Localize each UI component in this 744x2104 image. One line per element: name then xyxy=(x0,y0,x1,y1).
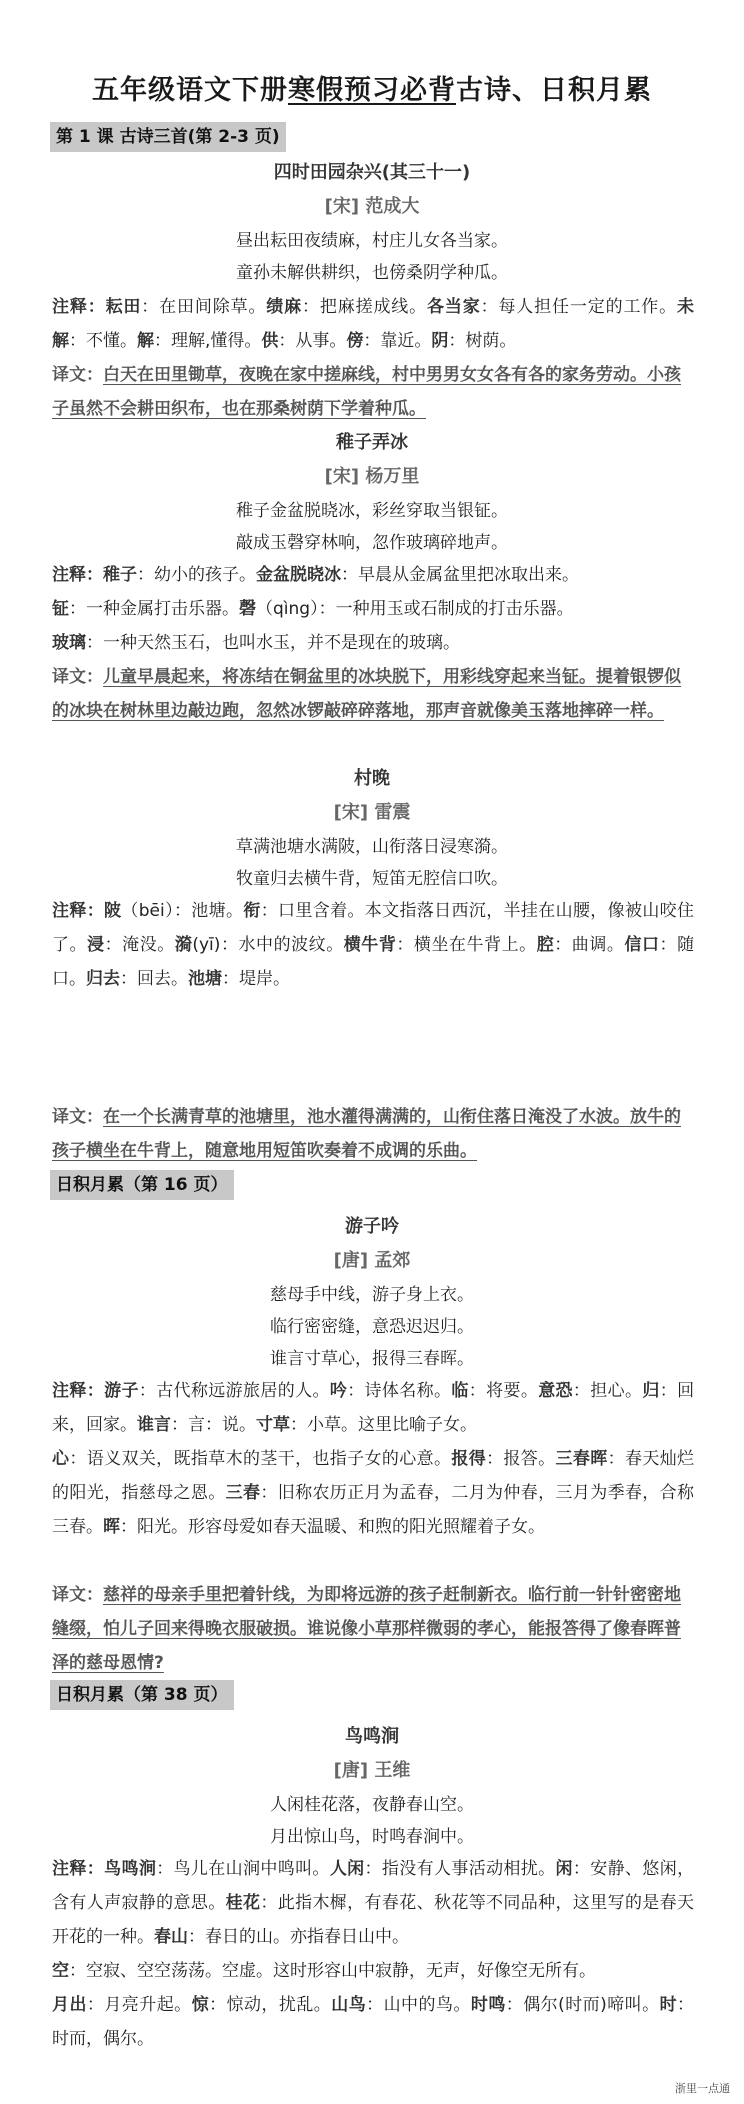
title-part-1: 五年级语文下册 xyxy=(92,75,288,106)
note-term: 玻璃 xyxy=(52,633,86,653)
note-term: 供 xyxy=(261,331,279,351)
note-term: 时 xyxy=(659,1995,678,2015)
note-term: 鸟鸣涧 xyxy=(104,1859,157,1879)
note-definition: ：指没有人事活动相扰。 xyxy=(364,1859,556,1879)
note-term: 吟 xyxy=(329,1381,348,1401)
poem-line: 稚子金盆脱晓冰，彩丝穿取当银钲。 xyxy=(236,501,508,521)
note-term: 三春晖 xyxy=(555,1449,608,1469)
notes-label: 注释： xyxy=(52,1859,105,1879)
note-definition: ：言：说。 xyxy=(171,1415,256,1435)
note-term: 月出 xyxy=(52,1995,87,2015)
poem-line: 谁言寸草心，报得三春晖。 xyxy=(270,1349,474,1369)
poem-line: 草满池塘水满陂，山衔落日浸寒漪。 xyxy=(236,837,508,857)
note-term: 意恐 xyxy=(538,1381,573,1401)
poem-title: 游子吟 xyxy=(345,1216,399,1237)
note-definition: ：报答。 xyxy=(486,1449,556,1469)
note-term: 陂 xyxy=(104,901,122,921)
translation-paragraph xyxy=(52,1578,694,1680)
poem-line: 牧童归去横牛背，短笛无腔信口吹。 xyxy=(236,869,508,889)
note-term: 山鸟 xyxy=(331,1995,367,2015)
poem-line: 昼出耘田夜绩麻，村庄儿女各当家。 xyxy=(236,231,508,251)
note-definition: ：在田间除草。 xyxy=(141,297,267,317)
note-term: 横牛背 xyxy=(343,935,397,955)
note-definition: ：回去。 xyxy=(120,969,188,989)
notes-label: 注释： xyxy=(52,297,106,317)
note-term: 游子 xyxy=(104,1381,139,1401)
translation-text: 在一个长满青草的池塘里，池水灌得满满的，山衔住落日淹没了水波。放牛的孩子横坐在牛背上，随意地用短笛吹奏着不成调的乐曲。 xyxy=(52,1107,681,1161)
note-definition: ：曲调。 xyxy=(554,935,625,955)
page-title xyxy=(0,68,744,107)
translation-paragraph xyxy=(52,1100,694,1168)
note-definition: ：一种金属打击乐器。 xyxy=(69,599,239,619)
note-term: 腔 xyxy=(536,935,555,955)
note-definition: ：每人担任一定的工作。 xyxy=(480,297,678,317)
footer-watermark: 浙里一点通 xyxy=(675,2082,730,2095)
poem-line: 敲成玉磬穿林响，忽作玻璃碎地声。 xyxy=(236,533,508,553)
note-term: 钲 xyxy=(52,599,69,619)
note-term: 归 xyxy=(642,1381,660,1401)
notes-label: 注释： xyxy=(52,1381,105,1401)
note-definition: ：随口。 xyxy=(52,935,695,989)
note-definition: ：把麻搓成线。 xyxy=(302,297,428,317)
poem-author: [唐] 王维 xyxy=(333,1760,411,1781)
poem-author: [宋] 雷震 xyxy=(333,802,411,823)
pinyin: （qìng） xyxy=(256,599,319,619)
note-term: 池塘 xyxy=(188,969,222,989)
note-term: 信口 xyxy=(624,935,660,955)
note-term: 桂花 xyxy=(225,1893,261,1913)
note-term: 春山 xyxy=(154,1927,188,1947)
note-definition: ：小草。这里比喻子女。 xyxy=(290,1415,477,1435)
notes-paragraph xyxy=(52,894,694,996)
poem-line: 童孙未解供耕织，也傍桑阴学种瓜。 xyxy=(236,263,508,283)
translation-label: 译文： xyxy=(52,1107,103,1127)
section-header-lesson1: 第 1 课 古诗三首(第 2-3 页) xyxy=(50,122,286,152)
poem-author: [宋] 杨万里 xyxy=(324,466,420,487)
note-term: 傍 xyxy=(346,331,364,351)
note-definition: ：回来，回家。 xyxy=(52,1381,695,1435)
note-definition: ：山中的鸟。 xyxy=(366,1995,471,2015)
note-term: 寸草 xyxy=(256,1415,290,1435)
note-definition: ：从事。 xyxy=(278,331,347,351)
translation-text: 白天在田里锄草，夜晚在家中搓麻线，村中男男女女各有各的家务劳动。小孩子虽然不会耕田织布，也在那桑树荫下学着种瓜。 xyxy=(52,365,681,419)
note-term: 绩麻 xyxy=(266,297,303,317)
note-term: 心 xyxy=(52,1449,70,1469)
note-term: 阴 xyxy=(431,331,449,351)
note-definition: ：树荫。 xyxy=(448,331,517,351)
note-term: 金盆脱晓冰 xyxy=(256,565,341,585)
poem-author: [唐] 孟郊 xyxy=(333,1250,411,1271)
note-term: 归去 xyxy=(86,969,120,989)
note-definition: ：幼小的孩子。 xyxy=(137,565,256,585)
pinyin: (yī) xyxy=(192,935,221,955)
notes-paragraph xyxy=(52,290,694,358)
poem-line: 慈母手中线，游子身上衣。 xyxy=(270,1285,474,1305)
note-definition: ：一种天然玉石，也叫水玉，并不是现在的玻璃。 xyxy=(86,633,460,653)
note-definition: ：理解,懂得。 xyxy=(154,331,262,351)
translation-label: 译文： xyxy=(52,365,103,385)
note-definition: ：旧称农历正月为孟春，二月为仲春，三月为季春，合称三春。 xyxy=(52,1483,695,1537)
note-definition: ：池塘。 xyxy=(173,901,244,921)
note-term: 空 xyxy=(52,1961,69,1981)
note-term: 三春 xyxy=(225,1483,261,1503)
note-definition: ：此指木樨，有春花、秋花等不同品种，这里写的是春天开花的一种。 xyxy=(52,1893,695,1947)
note-definition: ：月亮升起。 xyxy=(86,1995,192,2015)
note-definition: ：安静、悠闲，含有人声寂静的意思。 xyxy=(52,1859,695,1913)
note-definition: ：春日的山。亦指春日山中。 xyxy=(188,1927,409,1947)
notes-paragraph xyxy=(52,558,694,660)
section-header-daily-accumulation: 日积月累（第 16 页） xyxy=(50,1170,234,1200)
notes-paragraph xyxy=(52,1852,694,2056)
note-definition: ：诗体名称。 xyxy=(347,1381,452,1401)
pinyin: （bēi） xyxy=(121,901,174,921)
note-definition: ：鸟儿在山涧中鸣叫。 xyxy=(156,1859,330,1879)
note-definition: ：春天灿烂的阳光，指慈母之恩。 xyxy=(52,1449,695,1503)
note-term: 各当家 xyxy=(427,297,481,317)
note-term: 浸 xyxy=(87,935,105,955)
note-term: 未解 xyxy=(52,297,695,351)
note-term: 稚子 xyxy=(103,565,137,585)
note-definition: ：空寂、空空荡荡。空虚。这时形容山中寂静，无声，好像空无所有。 xyxy=(69,1961,596,1981)
translation-label: 译文： xyxy=(52,667,103,687)
note-definition: ：一种用玉或石制成的打击乐器。 xyxy=(318,599,574,619)
poem-author: [宋] 范成大 xyxy=(324,196,420,217)
note-term: 耘田 xyxy=(105,297,142,317)
note-definition: ：阳光。形容母爱如春天温暖、和煦的阳光照耀着子女。 xyxy=(120,1517,545,1537)
poem-line: 人闲桂花落，夜静春山空。 xyxy=(270,1795,474,1815)
title-part-underlined: 寒假预习必背 xyxy=(288,75,456,106)
translation-text: 慈祥的母亲手里把着针线，为即将远游的孩子赶制新衣。临行前一针针密密地缝缀，怕儿子回来得晚衣服破损。谁说像小草那样微弱的孝心，能报答得了像春晖普泽的慈母恩情? xyxy=(52,1585,681,1673)
note-definition: ：堤岸。 xyxy=(222,969,290,989)
poem-line: 月出惊山鸟，时鸣春涧中。 xyxy=(270,1827,474,1847)
note-definition: ：靠近。 xyxy=(363,331,432,351)
note-definition: ：不懂。 xyxy=(69,331,137,351)
notes-label: 注释： xyxy=(52,901,105,921)
notes-paragraph xyxy=(52,1374,694,1544)
translation-paragraph xyxy=(52,660,694,728)
poem-title: 村晚 xyxy=(354,768,390,789)
note-term: 人闲 xyxy=(329,1859,365,1879)
note-definition: ：惊动，扰乱。 xyxy=(209,1995,332,2015)
note-definition: ：古代称远游旅居的人。 xyxy=(138,1381,330,1401)
title-part-3: 古诗、日积月累 xyxy=(456,75,652,106)
note-definition: ：淹没。 xyxy=(104,935,175,955)
note-definition: ：横坐在牛背上。 xyxy=(396,935,537,955)
note-term: 漪 xyxy=(174,935,193,955)
section-header-daily-accumulation-2: 日积月累（第 38 页） xyxy=(50,1680,234,1710)
poem-title: 稚子弄冰 xyxy=(336,432,408,453)
note-term: 晖 xyxy=(103,1517,120,1537)
note-term: 衔 xyxy=(243,901,261,921)
note-definition: ：担心。 xyxy=(572,1381,643,1401)
note-term: 谁言 xyxy=(137,1415,171,1435)
note-definition: ：偶尔(时而)啼叫。 xyxy=(505,1995,660,2015)
note-term: 时鸣 xyxy=(470,1995,506,2015)
poem-title: 鸟鸣涧 xyxy=(345,1726,399,1747)
note-definition: ：早晨从金属盆里把冰取出来。 xyxy=(341,565,579,585)
notes-label: 注释： xyxy=(52,565,103,585)
note-definition: ：口里含着。本文指落日西沉，半挂在山腰，像被山咬住了。 xyxy=(52,901,695,955)
note-definition: ：将要。 xyxy=(468,1381,539,1401)
note-term: 磬 xyxy=(239,599,256,619)
note-definition: ：时而，偶尔。 xyxy=(52,1995,695,2049)
poem-title: 四时田园杂兴(其三十一) xyxy=(273,162,471,183)
translation-text: 儿童早晨起来，将冻结在铜盆里的冰块脱下，用彩线穿起来当钲。提着银锣似的冰块在树林里边敲边跑，忽然冰锣敲碎碎落地，那声音就像美玉落地摔碎一样。 xyxy=(52,667,681,721)
note-term: 解 xyxy=(137,331,154,351)
poem-line: 临行密密缝，意恐迟迟归。 xyxy=(270,1317,474,1337)
translation-paragraph xyxy=(52,358,694,426)
note-definition: ：语义双关，既指草木的茎干，也指子女的心意。 xyxy=(69,1449,452,1469)
translation-label: 译文： xyxy=(52,1585,103,1605)
note-term: 惊 xyxy=(191,1995,210,2015)
note-term: 闲 xyxy=(555,1859,573,1879)
note-term: 临 xyxy=(451,1381,469,1401)
note-definition: ：水中的波纹。 xyxy=(220,935,344,955)
note-term: 报得 xyxy=(451,1449,487,1469)
